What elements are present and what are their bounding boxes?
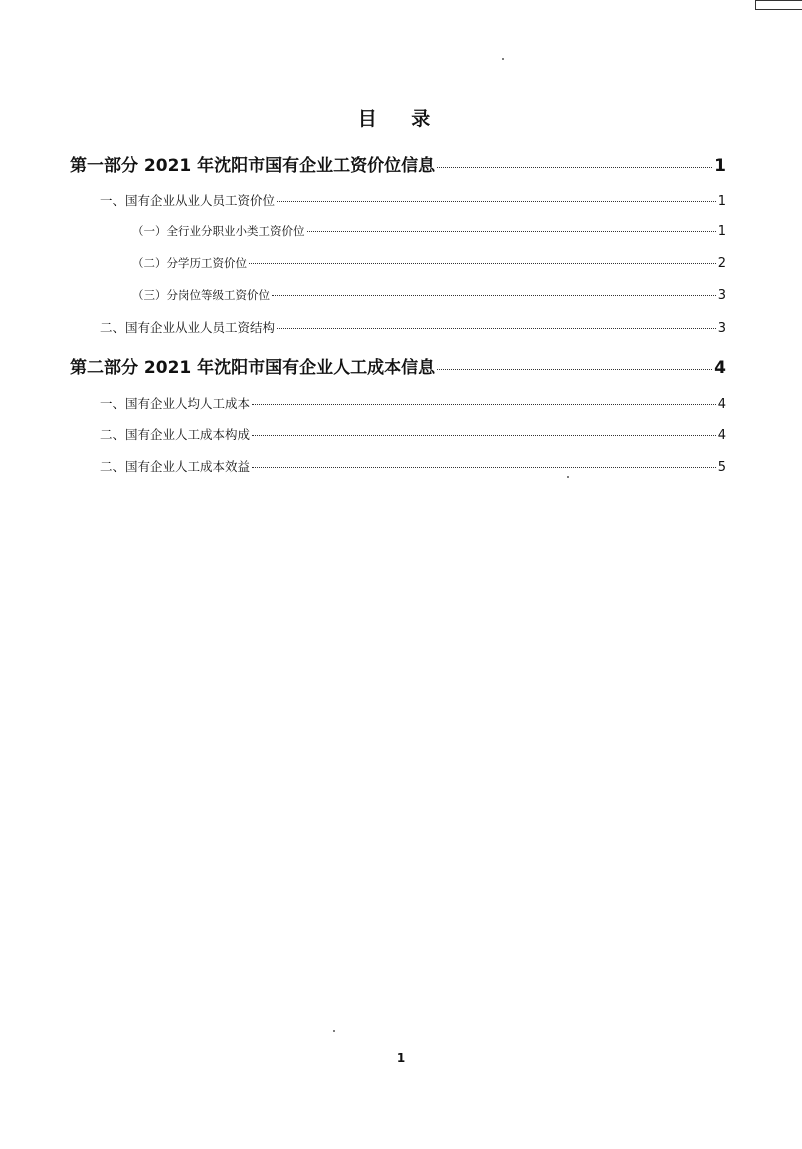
toc-entry-section-2-1[interactable] — [100, 394, 726, 412]
toc-entry-page: 3 — [717, 321, 726, 336]
toc-entry-section-1-1[interactable] — [100, 191, 726, 209]
toc-entry-label: 二、国有企业人工成本效益 — [100, 459, 251, 474]
toc-entry-label: 二、国有企业从业人员工资结构 — [100, 320, 276, 335]
toc-entry-label: 第二部分 2021 年沈阳市国有企业人工成本信息 — [70, 358, 436, 378]
toc-entry-label: 一、国有企业人均人工成本 — [100, 396, 251, 411]
toc-entry-label: 第一部分 2021 年沈阳市国有企业工资价位信息 — [70, 156, 436, 176]
scan-corner-mark — [755, 0, 802, 10]
toc-entry-page: 1 — [717, 194, 726, 209]
scan-speck — [333, 1030, 335, 1032]
toc-entry-page: 1 — [717, 224, 726, 239]
dot-leader — [307, 230, 716, 232]
toc-entry-page: 2 — [717, 256, 726, 271]
dot-leader — [437, 166, 712, 168]
dot-leader — [249, 262, 716, 264]
toc-entry-label: 一、国有企业从业人员工资价位 — [100, 193, 276, 208]
toc-entry-label: （三）分岗位等级工资价位 — [132, 288, 270, 302]
toc-title: 目 录 — [357, 108, 445, 130]
toc-entry-label: （二）分学历工资价位 — [132, 256, 247, 270]
toc-entry-section-2-3[interactable] — [100, 457, 726, 475]
toc-entry-section-2-2[interactable] — [100, 425, 726, 443]
toc-entry-label: （一）全行业分职业小类工资价位 — [132, 224, 305, 238]
toc-entry-label: 二、国有企业人工成本构成 — [100, 427, 251, 442]
toc-entry-page: 5 — [717, 460, 726, 475]
toc-entry-page: 1 — [714, 156, 726, 176]
toc-entry-page: 4 — [714, 358, 726, 378]
toc-entry-page: 4 — [717, 428, 726, 443]
dot-leader — [277, 327, 716, 329]
dot-leader — [252, 466, 716, 468]
dot-leader — [437, 368, 712, 370]
toc-entry-subsection-1-1-3[interactable] — [132, 287, 726, 303]
toc-entry-subsection-1-1-1[interactable] — [132, 223, 726, 239]
dot-leader — [272, 294, 716, 296]
dot-leader — [252, 434, 716, 436]
toc-entry-page: 3 — [717, 288, 726, 303]
scan-speck — [567, 476, 569, 478]
toc-entry-part-2[interactable] — [70, 353, 726, 378]
dot-leader — [252, 403, 716, 405]
scan-speck — [502, 58, 504, 60]
toc-entry-subsection-1-1-2[interactable] — [132, 255, 726, 271]
toc-entry-section-1-2[interactable] — [100, 318, 726, 336]
page-number: 1 — [396, 1051, 406, 1065]
dot-leader — [277, 200, 716, 202]
toc-entry-part-1[interactable] — [70, 151, 726, 176]
toc-entry-page: 4 — [717, 397, 726, 412]
